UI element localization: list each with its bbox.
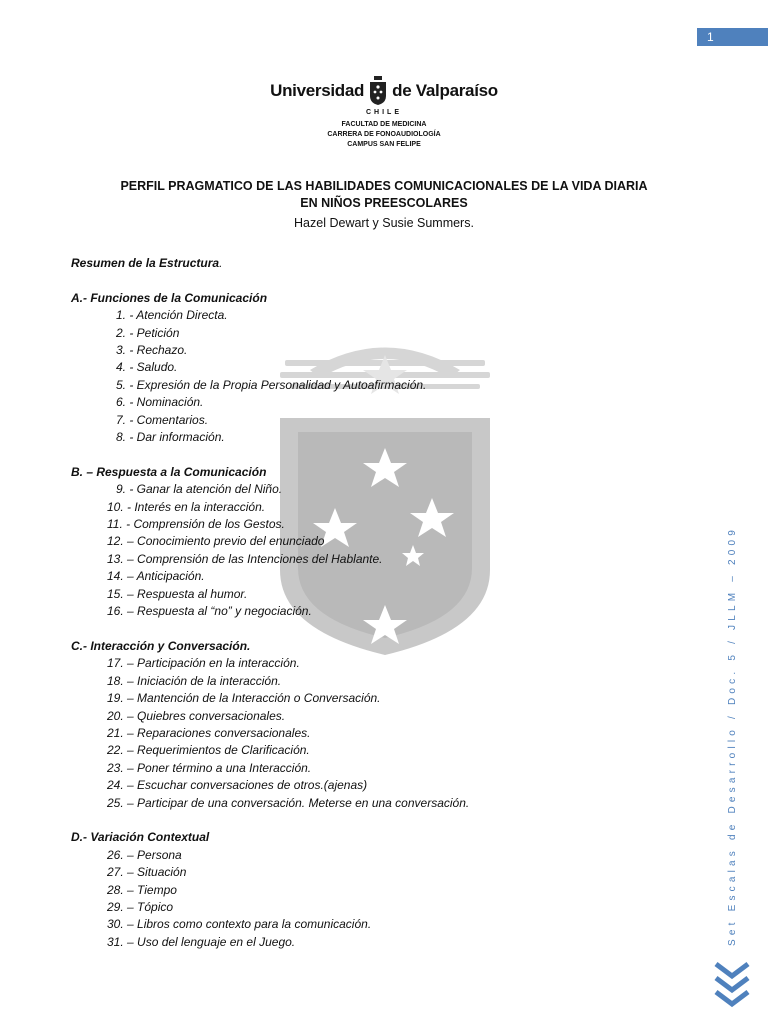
list-item: 18. – Iniciación de la interacción. (107, 673, 282, 688)
list-item: 9. - Ganar la atención del Niño. (116, 482, 283, 497)
list-item: 4. - Saludo. (116, 360, 178, 375)
logo-country: CHILE (366, 109, 402, 116)
list-item: 31. – Uso del lenguaje en el Juego. (107, 934, 296, 949)
list-item: 1. - Atención Directa. (116, 308, 228, 323)
list-item: 29. – Tópico (107, 899, 174, 914)
list-item: 24. – Escuchar conversaciones de otros.(ajenas) (107, 778, 368, 793)
list-item: 30. – Libros como contexto para la comunicación. (107, 917, 372, 932)
list-item: 3. - Rechazo. (116, 343, 188, 358)
list-item: 5. - Expresión de la Propia Personalidad y Autoafirmación. (116, 377, 427, 392)
list-item: 6. - Nominación. (116, 395, 204, 410)
logo-campus: CAMPUS SAN FELIPE (347, 141, 421, 148)
list-item: 23. – Poner término a una Interacción. (107, 760, 312, 775)
list-item: 22. – Requerimientos de Clarificación. (107, 743, 310, 758)
list-item: 17. – Participación en la interacción. (107, 656, 300, 671)
list-item: 13. – Comprensión de las Intenciones del Hablante. (107, 551, 383, 566)
document-body (71, 255, 691, 951)
side-footer-text: Set Escalas de Desarrollo / Doc. 5 / JLLM – 2009 (727, 525, 738, 946)
chevron-down-icon (712, 960, 752, 1010)
list-item: 16. – Respuesta al “no” y negociación. (107, 604, 312, 619)
section-b-heading: B. – Respuesta a la Comunicación (71, 464, 267, 479)
document-title (0, 178, 768, 212)
list-item: 25. – Participar de una conversación. Meterse en una conversación. (107, 795, 470, 810)
summary-label: Resumen de la Estructura. (71, 256, 223, 270)
list-item: 26. – Persona (107, 847, 182, 862)
section-a-heading: A.- Funciones de la Comunicación (71, 290, 268, 305)
section-c-heading: C.- Interacción y Conversación. (71, 638, 251, 653)
page-number: 1 (697, 28, 768, 46)
section-d-heading: D.- Variación Contextual (71, 830, 210, 845)
logo-career: CARRERA DE FONOAUDIOLOGÍA (327, 131, 441, 138)
logo-text-right: de Valparaíso (392, 81, 498, 100)
list-item: 28. – Tiempo (107, 882, 177, 897)
list-item: 7. - Comentarios. (116, 412, 209, 427)
list-item: 8. - Dar información. (116, 430, 225, 445)
crest-icon (368, 76, 388, 106)
list-item: 10. - Interés en la interacción. (107, 499, 266, 514)
list-item: 15. – Respuesta al humor. (107, 586, 248, 601)
list-item: 2. - Petición (116, 325, 180, 340)
list-item: 20. – Quiebres conversacionales. (107, 708, 286, 723)
list-item: 27. – Situación (107, 865, 187, 880)
list-item: 14. – Anticipación. (107, 569, 205, 584)
list-item: 21. – Reparaciones conversacionales. (107, 725, 311, 740)
list-item: 11. - Comprensión de los Gestos. (107, 517, 285, 532)
list-item: 12. – Conocimiento previo del enunciado (107, 534, 325, 549)
authors: Hazel Dewart y Susie Summers. (294, 216, 474, 230)
title-line-2: EN NIÑOS PREESCOLARES (300, 196, 468, 210)
university-logo (0, 76, 768, 150)
title-line-1: PERFIL PRAGMATICO DE LAS HABILIDADES COMUNICACIONALES DE LA VIDA DIARIA (120, 179, 648, 193)
logo-text-left: Universidad (270, 81, 365, 100)
logo-faculty: FACULTAD DE MEDICINA (341, 121, 427, 128)
list-item: 19. – Mantención de la Interacción o Conversación. (107, 691, 381, 706)
